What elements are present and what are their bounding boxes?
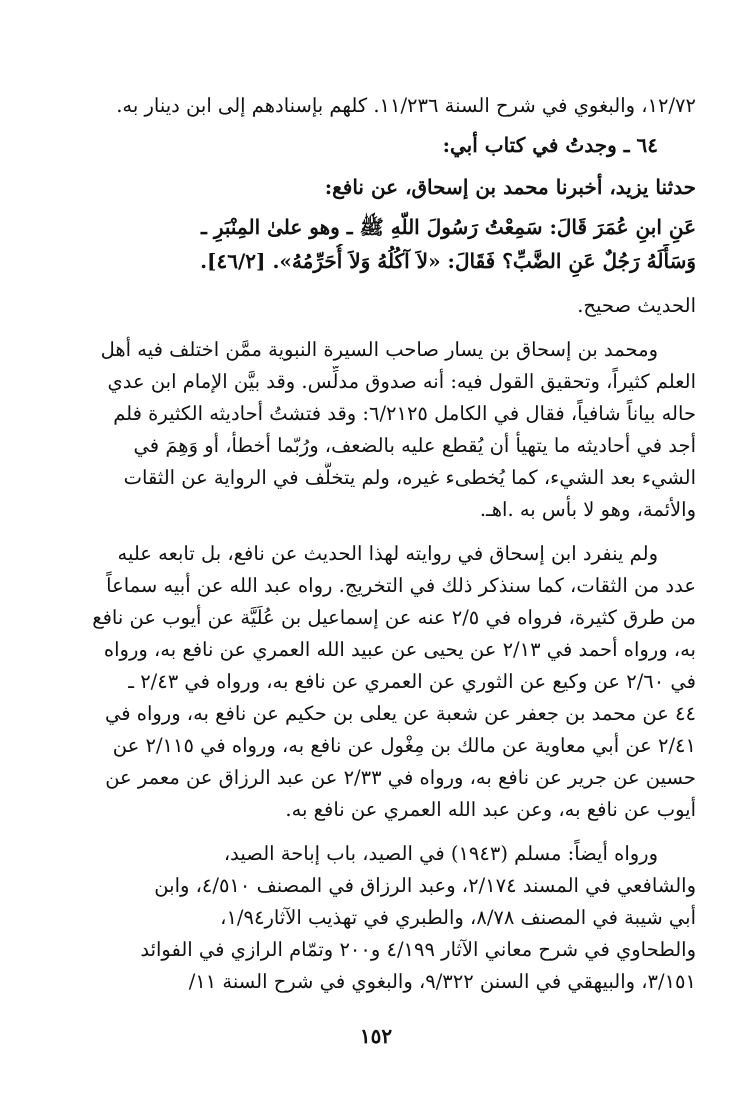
text-line: والشافعي في المسند ٢/١٧٤، وعبد الرزاق في المصنف ٤/٥١٠، وابن: [154, 874, 696, 897]
hadith-grading: الحديث صحيح.: [577, 294, 696, 317]
text-line: ٤٤ عن محمد بن جعفر عن شعبة عن يعلى بن حكيم عن نافع به، ورواه في: [104, 702, 696, 725]
hadith-number-heading: ٦٤ ـ وجدتُ في كتاب أبي:: [442, 133, 658, 157]
text-line: ولم ينفرد ابن إسحاق في روايته لهذا الحديث عن نافع، بل تابعه عليه: [117, 542, 658, 565]
hadith-matn: [56, 210, 696, 278]
text-line: عدد من الثقات، كما سنذكر ذلك في التخريج. رواه عبد الله عن أبيه سماعاً: [106, 574, 696, 597]
text-line: حاله بياناً شافياً، فقال في الكامل ٦/٢١٢٥: وقد فتشتُ أحاديثه الكثيرة فلم: [113, 402, 696, 425]
text-line: حسين عن جرير عن نافع به، ورواه في ٢/٣٣ عن عبد الرزاق عن معمر عن: [105, 766, 696, 789]
text-line: العلم كثيراً، وتحقيق القول فيه: أنه صدوق مدلِّس. وقد بيَّن الإمام ابن عدي: [107, 370, 696, 393]
paragraph-takhrij: [56, 838, 696, 998]
matn-line: وَسَأَلَهُ رَجُلٌ عَنِ الضَّبِّ؟ فَقَالَ: «لاَ آكُلُهُ وَلاَ أُحَرِّمُهُ». [٤٦/٢].: [200, 249, 696, 273]
text-line: ٢/٤١ عن أبي معاوية عن مالك بن مِغْول عن نافع به، ورواه في ٢/١١٥ عن: [112, 734, 696, 757]
paragraph-ibn-ishaq: [56, 334, 696, 526]
text-line: ومحمد بن إسحاق بن يسار صاحب السيرة النبوية ممَّن اختلف فيه أهل: [100, 338, 658, 361]
text-line: والطحاوي في شرح معاني الآثار ٤/١٩٩ و٢٠٠ وتمّام الرازي في الفوائد: [140, 938, 696, 961]
page-number: ١٥٢: [359, 1024, 393, 1048]
top-line: ١٢/٧٢، والبغوي في شرح السنة ١١/٢٣٦. كلهم بإسنادهم إلى ابن دينار به.: [116, 94, 696, 117]
text-line: أبي شيبة في المصنف ٨/٧٨، والطبري في تهذيب الآثار١/٩٤،: [220, 906, 696, 929]
text-line: ٣/١٥١، والبيهقي في السنن ٩/٣٢٢، والبغوي في شرح السنة ١١/: [188, 970, 696, 993]
text-line: الشيء بعد الشيء، كما يُخطىء غيره، ولم يتخلَّف في الرواية عن الثقات: [123, 466, 696, 489]
text-line: به، ورواه أحمد في ٢/١٣ عن يحيى عن عبيد الله العمري عن نافع به، ورواه: [103, 638, 696, 661]
text-line: من طرق كثيرة، فرواه في ٢/٥ عنه عن إسماعيل بن عُلَيَّة عن أيوب عن نافع: [92, 606, 696, 629]
text-line: والأئمة، وهو لا بأس به .اهـ.: [479, 498, 696, 521]
text-line: ورواه أيضاً: مسلم (١٩٤٣) في الصيد، باب إباحة الصيد،: [223, 842, 658, 865]
isnad-line: حدثنا يزيد، أخبرنا محمد بن إسحاق، عن نافع:: [324, 175, 696, 199]
paragraph-mutaba: [56, 538, 696, 826]
document-page: [56, 90, 696, 1010]
text-line: أيوب عن نافع به، وعن عبد الله العمري عن نافع به.: [285, 798, 696, 821]
text-line: في ٢/٦٠ عن وكيع عن الثوري عن العمري عن نافع به، ورواه في ٢/٤٣ ـ: [128, 670, 696, 693]
text-line: أجد في أحاديثه ما يتهيأ أن يُقطع عليه بالضعف، ورُبّما أخطأ، أو وَهِمَ في: [133, 434, 696, 457]
matn-line: عَنِ ابنِ عُمَرَ قَالَ: سَمِعْتُ رَسُولَ اللّهِ ﷺ ـ وهو علىٰ المِنْبَرِ ـ: [201, 215, 696, 239]
